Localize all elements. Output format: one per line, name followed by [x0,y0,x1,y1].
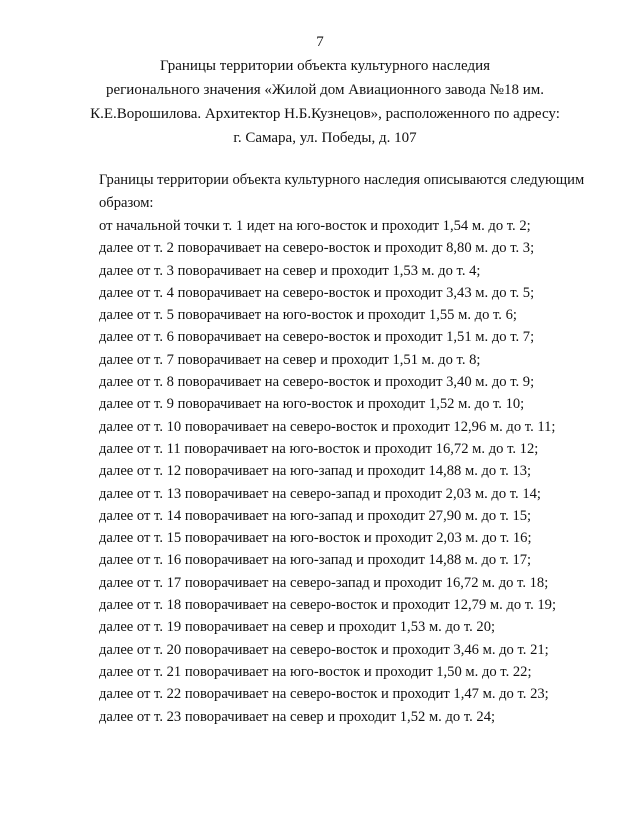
boundary-line: далее от т. 9 поворачивает на юго-восток и проходит 1,52 м. до т. 10; [99,396,525,413]
boundary-line: далее от т. 19 поворачивает на север и проходит 1,53 м. до т. 20; [99,619,496,636]
boundary-line: далее от т. 17 поворачивает на северо-запад и проходит 16,72 м. до т. 18; [99,574,549,591]
boundary-line: далее от т. 6 поворачивает на северо-восток и проходит 1,51 м. до т. 7; [99,329,535,346]
boundary-line: далее от т. 11 поворачивает на юго-восток и проходит 16,72 м. до т. 12; [99,440,539,457]
title-line-3: К.Е.Ворошилова. Архитектор Н.Б.Кузнецов», расположенного по адресу: [90,106,560,122]
title-line-2: регионального значения «Жилой дом Авиационного завода №18 им. [105,82,544,98]
boundary-line: далее от т. 21 поворачивает на юго-восток и проходит 1,50 м. до т. 22; [99,663,532,680]
boundary-line: далее от т. 23 поворачивает на север и проходит 1,52 м. до т. 24; [99,708,496,725]
document-title [80,54,570,150]
boundary-line: далее от т. 15 поворачивает на юго-восток и проходит 2,03 м. до т. 16; [99,530,532,547]
intro-line-1: Границы территории объекта культурного наследия описываются следующим [99,172,585,188]
boundary-line: далее от т. 2 поворачивает на северо-восток и проходит 8,80 м. до т. 3; [99,240,535,257]
intro-paragraph [99,169,599,215]
boundary-line: далее от т. 3 поворачивает на север и проходит 1,53 м. до т. 4; [99,262,481,279]
boundary-line: далее от т. 16 поворачивает на юго-запад и проходит 14,88 м. до т. 17; [99,552,532,569]
boundary-line: далее от т. 12 поворачивает на юго-запад и проходит 14,88 м. до т. 13; [99,463,532,480]
boundary-line: далее от т. 18 поворачивает на северо-восток и проходит 12,79 м. до т. 19; [99,597,557,614]
boundary-line: далее от т. 4 поворачивает на северо-восток и проходит 3,43 м. до т. 5; [99,284,535,301]
boundary-line: далее от т. 22 поворачивает на северо-восток и проходит 1,47 м. до т. 23; [99,686,549,703]
boundary-line: далее от т. 7 поворачивает на север и проходит 1,51 м. до т. 8; [99,351,481,368]
boundary-line: от начальной точки т. 1 идет на юго-восток и проходит 1,54 м. до т. 2; [99,218,531,234]
boundary-line: далее от т. 20 поворачивает на северо-восток и проходит 3,46 м. до т. 21; [99,641,549,658]
boundary-line: далее от т. 8 поворачивает на северо-восток и проходит 3,40 м. до т. 9; [99,374,535,391]
boundary-description-list [99,215,599,728]
boundary-line: далее от т. 14 поворачивает на юго-запад и проходит 27,90 м. до т. 15; [99,507,532,524]
title-line-4: г. Самара, ул. Победы, д. 107 [233,130,417,146]
intro-line-2: образом: [99,195,154,211]
document-body [99,169,599,728]
boundary-line: далее от т. 13 поворачивает на северо-запад и проходит 2,03 м. до т. 14; [99,485,541,502]
page-number: 7 [316,34,324,50]
boundary-line: далее от т. 10 поворачивает на северо-восток и проходит 12,96 м. до т. 11; [99,418,556,435]
boundary-line: далее от т. 5 поворачивает на юго-восток и проходит 1,55 м. до т. 6; [99,307,517,324]
title-line-1: Границы территории объекта культурного наследия [159,58,491,74]
